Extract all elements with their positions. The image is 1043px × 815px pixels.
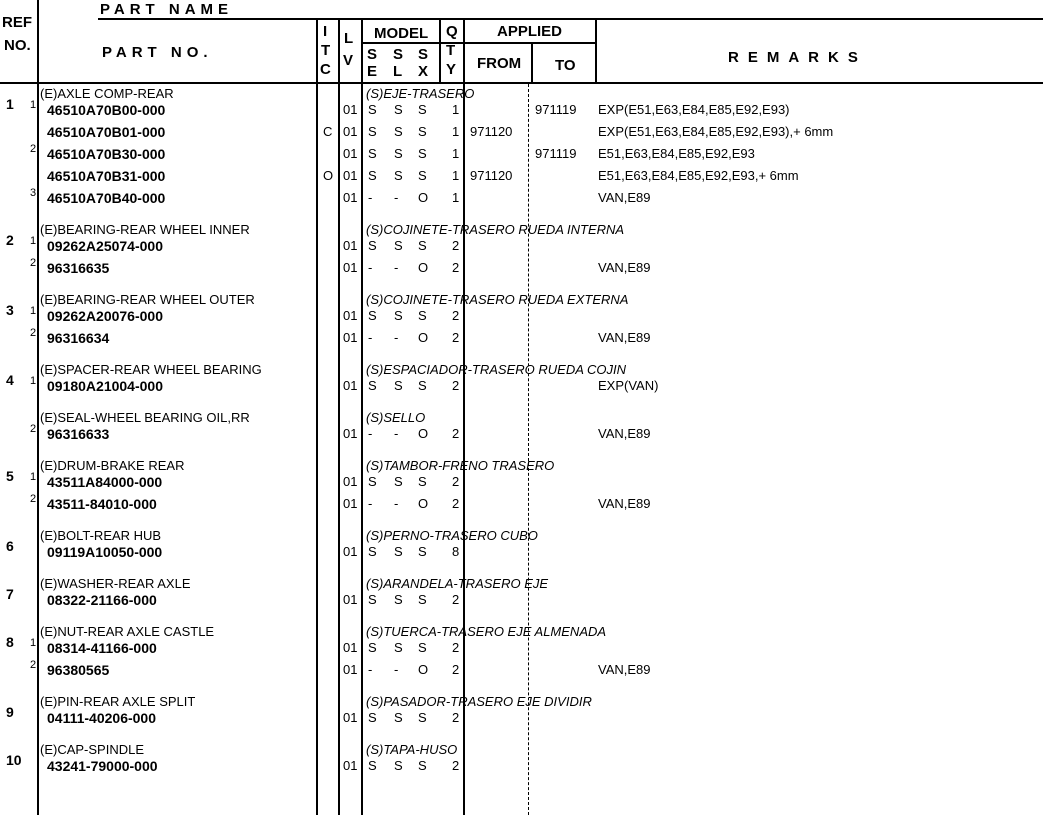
cell-sub: 2 (30, 493, 37, 505)
cell-sx: O (418, 190, 429, 205)
cell-lv: 01 (343, 758, 358, 773)
cell-lv: 01 (343, 190, 358, 205)
cell-lv: 01 (343, 102, 358, 117)
spanish-name: (S)COJINETE-TRASERO RUEDA EXTERNA (366, 292, 629, 307)
qty-label-1: Q (446, 23, 458, 40)
cell-sx: S (418, 758, 427, 773)
cell-remarks: E51,E63,E84,E85,E92,E93 (598, 146, 755, 161)
cell-remarks: E51,E63,E84,E85,E92,E93,+ 6mm (598, 168, 799, 183)
cell-remarks: VAN,E89 (598, 496, 651, 511)
cell-lv: 01 (343, 640, 358, 655)
cell-qty: 2 (452, 378, 460, 393)
cell-qty: 8 (452, 544, 460, 559)
model-sl-1: S (393, 46, 404, 63)
cell-from: 971120 (470, 168, 513, 183)
cell-itc: C (323, 124, 333, 139)
cell-se: S (368, 640, 377, 655)
spanish-name: (S)EJE-TRASERO (366, 86, 475, 101)
applied-label: APPLIED (497, 23, 563, 40)
cell-se: S (368, 592, 377, 607)
col-line-remarks (595, 20, 597, 82)
cell-ref: 1 (6, 96, 14, 112)
qty-label-3: Y (446, 61, 457, 78)
header-top-rule (98, 18, 1043, 20)
cell-se: - (368, 426, 373, 441)
cell-ref: 4 (6, 372, 14, 388)
cell-pn: 09119A10050-000 (47, 544, 163, 560)
cell-ref: 10 (6, 752, 22, 768)
cell-lv: 01 (343, 592, 358, 607)
itc-label-3: C (320, 61, 331, 78)
header-bottom-rule (0, 82, 1043, 84)
cell-se: S (368, 168, 377, 183)
cell-pn: 46510A70B31-000 (47, 168, 166, 184)
cell-lv: 01 (343, 426, 358, 441)
part-name: (E)DRUM-BRAKE REAR (40, 458, 185, 473)
cell-sub: 1 (30, 375, 37, 387)
cell-sl: S (394, 378, 403, 393)
cell-ref: 3 (6, 302, 14, 318)
ref-label: REF (2, 14, 32, 31)
cell-se: S (368, 238, 377, 253)
cell-sl: S (394, 592, 403, 607)
from-label: FROM (477, 55, 522, 72)
cell-qty: 2 (452, 662, 460, 677)
cell-sub: 1 (30, 235, 37, 247)
cell-pn: 46510A70B01-000 (47, 124, 166, 140)
cell-qty: 2 (452, 426, 460, 441)
spanish-name: (S)ARANDELA-TRASERO EJE (366, 576, 549, 591)
cell-sx: S (418, 640, 427, 655)
cell-qty: 2 (452, 474, 460, 489)
cell-qty: 2 (452, 330, 460, 345)
col-line-model (361, 20, 363, 815)
cell-sl: S (394, 308, 403, 323)
col-line-lv (338, 20, 340, 815)
cell-sx: S (418, 146, 427, 161)
cell-se: S (368, 378, 377, 393)
cell-sx: O (418, 260, 429, 275)
cell-sx: S (418, 378, 427, 393)
cell-qty: 2 (452, 496, 460, 511)
cell-ref: 9 (6, 704, 14, 720)
cell-lv: 01 (343, 544, 358, 559)
cell-sx: S (418, 102, 427, 117)
cell-ref: 6 (6, 538, 14, 554)
spanish-name: (S)SELLO (366, 410, 426, 425)
part-name: (E)NUT-REAR AXLE CASTLE (40, 624, 215, 639)
cell-sl: - (394, 496, 399, 511)
cell-sx: O (418, 662, 429, 677)
cell-lv: 01 (343, 308, 358, 323)
cell-sl: S (394, 124, 403, 139)
part-name: (E)SPACER-REAR WHEEL BEARING (40, 362, 262, 377)
cell-sx: O (418, 496, 429, 511)
cell-sl: - (394, 330, 399, 345)
cell-sub: 1 (30, 99, 37, 111)
cell-se: - (368, 260, 373, 275)
cell-sl: S (394, 710, 403, 725)
cell-lv: 01 (343, 662, 358, 677)
spanish-name: (S)TAMBOR-FRENO TRASERO (366, 458, 555, 473)
cell-pn: 96316635 (47, 260, 110, 276)
spanish-name: (S)COJINETE-TRASERO RUEDA INTERNA (366, 222, 625, 237)
cell-sx: S (418, 710, 427, 725)
col-line-itc (316, 20, 318, 815)
part-name-label: PART NAME (100, 1, 234, 18)
cell-sx: S (418, 238, 427, 253)
cell-pn: 43511-84010-000 (47, 496, 157, 512)
cell-ref: 5 (6, 468, 14, 484)
part-name: (E)SEAL-WHEEL BEARING OIL,RR (40, 410, 250, 425)
model-label: MODEL (374, 25, 429, 42)
cell-sub: 2 (30, 327, 37, 339)
model-sx-2: X (418, 63, 429, 80)
cell-se: S (368, 308, 377, 323)
cell-sx: S (418, 168, 427, 183)
cell-remarks: EXP(VAN) (598, 378, 659, 393)
cell-pn: 09262A20076-000 (47, 308, 163, 324)
cell-sub: 1 (30, 305, 37, 317)
cell-pn: 43241-79000-000 (47, 758, 158, 774)
cell-lv: 01 (343, 238, 358, 253)
part-name: (E)BEARING-REAR WHEEL OUTER (40, 292, 255, 307)
cell-qty: 1 (452, 146, 460, 161)
cell-pn: 46510A70B40-000 (47, 190, 166, 206)
cell-qty: 1 (452, 124, 460, 139)
cell-se: S (368, 124, 377, 139)
remarks-label: REMARKS (728, 49, 867, 66)
cell-sub: 3 (30, 187, 37, 199)
model-se-2: E (367, 63, 378, 80)
spanish-name: (S)PASADOR-TRASERO EJE DIVIDIR (366, 694, 592, 709)
cell-ref: 2 (6, 232, 14, 248)
col-line-qty (439, 20, 441, 82)
cell-to: 971119 (535, 146, 577, 161)
cell-lv: 01 (343, 496, 358, 511)
part-name: (E)AXLE COMP-REAR (40, 86, 174, 101)
cell-remarks: VAN,E89 (598, 330, 651, 345)
cell-sub: 2 (30, 143, 37, 155)
cell-sl: S (394, 474, 403, 489)
model-underline (361, 42, 597, 44)
col-line-ref (37, 0, 39, 815)
cell-ref: 7 (6, 586, 14, 602)
cell-sl: - (394, 662, 399, 677)
cell-pn: 46510A70B00-000 (47, 102, 166, 118)
cell-sub: 2 (30, 659, 37, 671)
part-name: (E)PIN-REAR AXLE SPLIT (40, 694, 196, 709)
cell-lv: 01 (343, 330, 358, 345)
cell-remarks: VAN,E89 (598, 426, 651, 441)
cell-sx: O (418, 330, 429, 345)
cell-qty: 2 (452, 640, 460, 655)
cell-sl: S (394, 146, 403, 161)
cell-remarks: VAN,E89 (598, 260, 651, 275)
cell-sx: S (418, 124, 427, 139)
cell-se: S (368, 710, 377, 725)
cell-sl: - (394, 260, 399, 275)
cell-pn: 08322-21166-000 (47, 592, 157, 608)
cell-pn: 08314-41166-000 (47, 640, 157, 656)
cell-se: S (368, 102, 377, 117)
cell-pn: 09180A21004-000 (47, 378, 163, 394)
cell-sx: S (418, 544, 427, 559)
cell-sub: 1 (30, 471, 37, 483)
cell-sl: S (394, 168, 403, 183)
part-name: (E)BOLT-REAR HUB (40, 528, 162, 543)
part-name: (E)WASHER-REAR AXLE (40, 576, 191, 591)
cell-qty: 1 (452, 102, 460, 117)
cell-sx: O (418, 426, 429, 441)
no-label: NO. (4, 37, 31, 54)
cell-remarks: VAN,E89 (598, 190, 651, 205)
cell-se: S (368, 474, 377, 489)
cell-lv: 01 (343, 260, 358, 275)
cell-sl: - (394, 190, 399, 205)
cell-se: - (368, 496, 373, 511)
itc-label-1: I (323, 23, 328, 40)
spanish-name: (S)TUERCA-TRASERO EJE ALMENADA (366, 624, 607, 639)
col-line-to (531, 44, 533, 82)
cell-qty: 1 (452, 168, 460, 183)
cell-to: 971119 (535, 102, 577, 117)
model-sl-2: L (393, 63, 403, 80)
cell-from: 971120 (470, 124, 513, 139)
cell-sl: - (394, 426, 399, 441)
cell-ref: 8 (6, 634, 14, 650)
cell-se: S (368, 544, 377, 559)
cell-sl: S (394, 758, 403, 773)
model-se-1: S (367, 46, 378, 63)
cell-sub: 2 (30, 423, 37, 435)
spanish-name: (S)TAPA-HUSO (366, 742, 458, 757)
cell-pn: 96316633 (47, 426, 110, 442)
cell-qty: 2 (452, 592, 460, 607)
part-name: (E)CAP-SPINDLE (40, 742, 145, 757)
cell-qty: 2 (452, 260, 460, 275)
itc-label-2: T (321, 42, 331, 59)
cell-sx: S (418, 474, 427, 489)
cell-lv: 01 (343, 474, 358, 489)
cell-pn: 96316634 (47, 330, 110, 346)
cell-itc: O (323, 168, 334, 183)
cell-qty: 2 (452, 758, 460, 773)
cell-sub: 1 (30, 637, 37, 649)
cell-pn: 96380565 (47, 662, 110, 678)
cell-lv: 01 (343, 378, 358, 393)
cell-pn: 04111-40206-000 (47, 710, 156, 726)
lv-label-2: V (343, 52, 354, 69)
cell-sl: S (394, 640, 403, 655)
spanish-name: (S)ESPACIADOR-TRASERO RUEDA COJIN (366, 362, 627, 377)
part-no-label: PART NO. (102, 44, 213, 61)
cell-sx: S (418, 308, 427, 323)
cell-lv: 01 (343, 146, 358, 161)
cell-sub: 2 (30, 257, 37, 269)
cell-lv: 01 (343, 710, 358, 725)
cell-pn: 46510A70B30-000 (47, 146, 166, 162)
cell-remarks: EXP(E51,E63,E84,E85,E92,E93),+ 6mm (598, 124, 834, 139)
cell-lv: 01 (343, 124, 358, 139)
qty-label-2: T (446, 42, 456, 59)
cell-pn: 09262A25074-000 (47, 238, 163, 254)
cell-se: S (368, 146, 377, 161)
cell-se: - (368, 190, 373, 205)
cell-sl: S (394, 238, 403, 253)
cell-remarks: EXP(E51,E63,E84,E85,E92,E93) (598, 102, 790, 117)
cell-remarks: VAN,E89 (598, 662, 651, 677)
spanish-name: (S)PERNO-TRASERO CUBO (366, 528, 538, 543)
cell-sx: S (418, 592, 427, 607)
to-label: TO (555, 57, 576, 74)
cell-sl: S (394, 544, 403, 559)
part-name: (E)BEARING-REAR WHEEL INNER (40, 222, 250, 237)
lv-label-1: L (344, 30, 354, 47)
cell-se: S (368, 758, 377, 773)
cell-qty: 2 (452, 308, 460, 323)
cell-lv: 01 (343, 168, 358, 183)
cell-se: - (368, 330, 373, 345)
cell-se: - (368, 662, 373, 677)
model-sx-1: S (418, 46, 429, 63)
cell-qty: 2 (452, 710, 460, 725)
cell-qty: 2 (452, 238, 460, 253)
cell-sl: S (394, 102, 403, 117)
cell-pn: 43511A84000-000 (47, 474, 163, 490)
cell-qty: 1 (452, 190, 460, 205)
